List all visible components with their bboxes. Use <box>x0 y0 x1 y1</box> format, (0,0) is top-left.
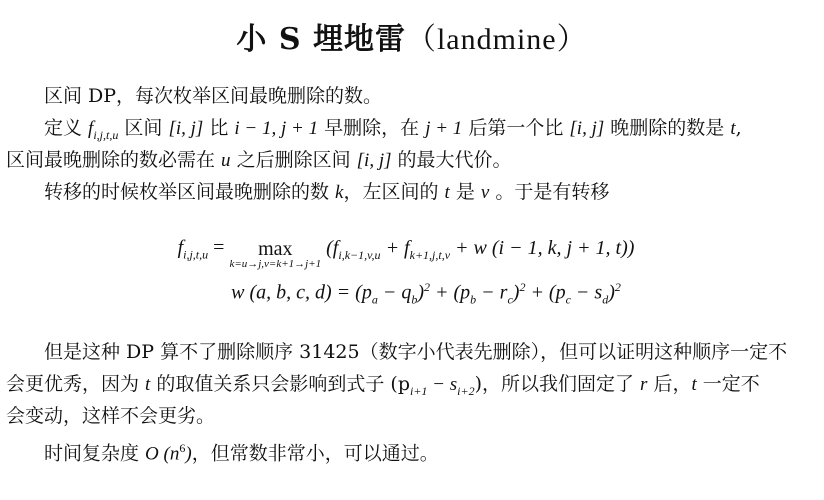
paragraph-order-line3 <box>6 400 810 432</box>
order-r: r <box>640 374 648 395</box>
def-text-4: 早删除，在 <box>318 117 426 139</box>
eq1-f-sub: i,j,t,u <box>183 247 209 262</box>
eq2-minus-s: − s <box>570 281 603 304</box>
eq1-sub-right: k+1,j,t,v <box>409 247 451 262</box>
title-chinese: 小 S 埋地雷 <box>236 22 406 57</box>
complexity-text-1: 时间复杂度 <box>44 442 146 465</box>
def-interval-1: [i, j] <box>168 118 204 139</box>
title-paren-open: （ <box>405 22 437 57</box>
eq2-lhs: w (a, b, c, d) = (p <box>231 281 372 304</box>
eq2-sub-b: b <box>411 292 418 307</box>
def-j-plus-1: j + 1 <box>425 118 463 139</box>
title-english: landmine <box>436 23 557 56</box>
def-text-2: 区间 <box>118 117 169 139</box>
eq1-equals: = <box>208 236 230 259</box>
eq2-plus-p-2: + (p <box>525 281 566 304</box>
trans-text-2: ，左区间的 <box>343 181 445 203</box>
def-u: u <box>221 150 231 171</box>
complexity-O: O (n <box>145 443 180 465</box>
order-text-1: 但是这种 DP 算不了删除顺序 31425（数字小代表先删除），但可以证明这种顺序一定不 <box>44 341 788 363</box>
paragraph-intro <box>6 80 824 112</box>
eq1-max-word: max <box>258 238 293 260</box>
eq2-close-1: ) <box>417 281 424 304</box>
def-text-6: 晚删除的数是 <box>604 117 731 139</box>
trans-text-1: 转移的时候枚举区间最晚删除的数 <box>44 181 336 203</box>
complexity-close: ) <box>185 443 192 465</box>
def-text-7: , <box>735 117 742 139</box>
def-t: t <box>730 118 736 139</box>
def-f-sub: i,j,t,u <box>93 127 119 142</box>
eq1-sub-left: i,k−1,v,u <box>338 247 381 262</box>
eq1-rhs-open: (f <box>326 236 339 259</box>
def-interval-3: [i, j] <box>356 150 392 171</box>
eq2-sub-c: c <box>507 292 513 307</box>
def-interval-2: [i, j] <box>569 118 605 139</box>
equation-transition <box>0 234 818 270</box>
def-text-8: 区间最晚删除的数必需在 <box>6 149 222 171</box>
eq1-f: f <box>177 236 184 259</box>
page-title <box>0 14 824 58</box>
def-f: f <box>88 118 94 139</box>
paragraph-order-line1 <box>6 336 824 368</box>
order-sub-1: i+1 <box>409 383 428 398</box>
paragraph-definition-line2 <box>6 144 810 177</box>
title-paren-close: ） <box>556 22 588 57</box>
eq2-sub-d: d <box>602 292 609 307</box>
eq2-minus-r: − r <box>476 281 508 304</box>
eq2-exp-1: 2 <box>424 280 430 294</box>
order-text-2d: )，所以我们固定了 <box>474 373 641 395</box>
def-text-10: 的最大代价。 <box>391 149 512 171</box>
order-text-2e: 后， <box>647 373 692 395</box>
paragraph-complexity <box>6 432 824 470</box>
eq1-max-limits: k=u→j,v=k+1→j+1 <box>229 258 322 270</box>
equation-cost <box>14 280 824 308</box>
eq1-rest: + w (i − 1, k, j + 1, t)) <box>450 236 635 259</box>
eq2-sub-a: a <box>371 292 378 307</box>
eq2-exp-3: 2 <box>614 280 621 294</box>
eq2-plus-p-1: + (p <box>430 281 471 304</box>
eq2-minus-q: − q <box>377 281 412 304</box>
order-t2: t <box>691 374 697 395</box>
intro-text: 区间 DP，每次枚举区间最晚删除的数。 <box>44 85 383 107</box>
complexity-exp: 6 <box>179 441 186 455</box>
trans-k: k <box>335 182 344 203</box>
order-minus-s: − s <box>427 374 458 395</box>
def-text-3: 比 <box>203 117 235 139</box>
eq2-close-2: ) <box>512 281 520 304</box>
eq2-sub-c2: c <box>565 292 571 307</box>
def-text-5: 后第一个比 <box>462 117 570 139</box>
eq2-close-3: ) <box>608 281 615 304</box>
trans-t: t <box>444 182 450 203</box>
eq2-sub-b2: b <box>470 292 477 307</box>
paragraph-transition <box>6 176 824 209</box>
eq2-exp-2: 2 <box>519 280 526 294</box>
eq1-plus-f: + f <box>380 236 410 259</box>
order-t: t <box>145 374 151 395</box>
trans-v: v <box>480 182 490 203</box>
def-text-1: 定义 <box>44 117 89 139</box>
complexity-text-2: ，但常数非常小，可以通过。 <box>191 442 439 465</box>
def-text-9: 之后删除区间 <box>230 149 357 171</box>
order-sub-2: i+2 <box>457 383 475 398</box>
order-text-2a: 会更优秀，因为 <box>6 373 146 395</box>
order-text-3: 会变动，这样不会更劣。 <box>6 405 216 427</box>
trans-text-3: 是 <box>449 181 481 203</box>
eq1-max-operator <box>229 240 321 270</box>
trans-text-4: 。于是有转移 <box>489 181 610 203</box>
def-neighbors: i − 1, j + 1 <box>234 118 319 139</box>
order-text-2b: 的取值关系只会影响到式子 (p <box>150 373 410 395</box>
order-text-2f: 一定不 <box>696 373 760 395</box>
